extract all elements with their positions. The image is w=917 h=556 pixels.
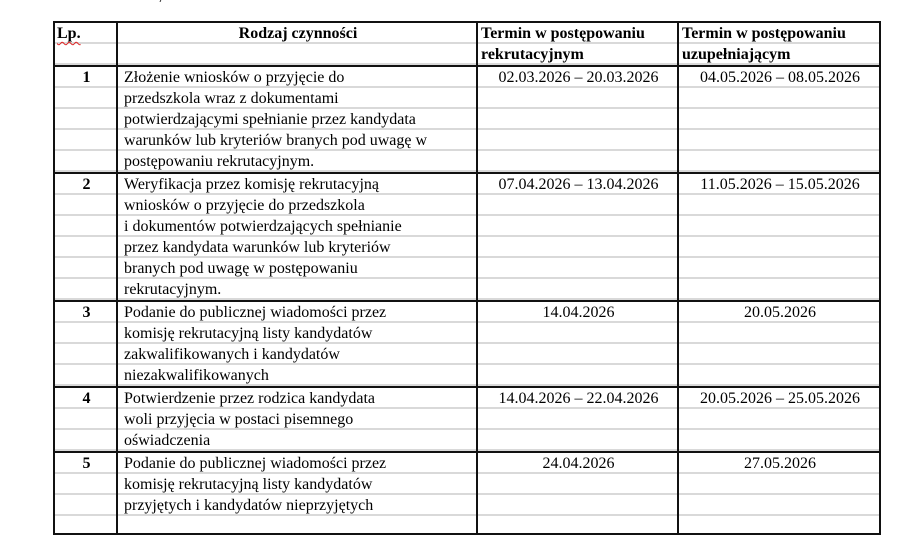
supplementary-date: 20.05.2026 <box>678 301 880 387</box>
activity-line: branych pod uwagę w postępowaniu <box>124 260 358 277</box>
row-number: 1 <box>54 66 117 173</box>
header-activity: Rodzaj czynności <box>117 22 477 66</box>
activity-line: Weryfikacja przez komisję rekrutacyjną <box>124 176 380 193</box>
activity-cell <box>117 173 477 301</box>
activity-cell <box>117 452 477 534</box>
activity-line: rekrutacyjnym. <box>124 281 222 298</box>
recruitment-date: 14.04.2026 – 22.04.2026 <box>477 387 678 452</box>
activity-line: Podanie do publicznej wiadomości przez <box>124 455 387 472</box>
activity-line: komisję rekrutacyjną listy kandydatów <box>124 325 373 342</box>
table-row <box>54 387 880 452</box>
header-supplementary-term <box>678 22 880 66</box>
activity-line: oświadczenia <box>124 432 211 449</box>
recruitment-date: 02.03.2026 – 20.03.2026 <box>477 66 678 173</box>
activity-line: przez kandydata warunków lub kryteriów <box>124 239 391 256</box>
header-lp-label: Lp. <box>57 25 81 42</box>
recruitment-date: 24.04.2026 <box>477 452 678 534</box>
activity-line: zakwalifikowanych i kandydatów <box>124 346 340 363</box>
activity-line: postępowaniu rekrutacyjnym. <box>124 153 315 170</box>
activity-line: przedszkola wraz z dokumentami <box>124 90 339 107</box>
supplementary-date: 20.05.2026 – 25.05.2026 <box>678 387 880 452</box>
activity-line: Złożenie wniosków o przyjęcie do <box>124 69 345 86</box>
header-recruitment-line: Termin w postępowaniu <box>481 25 645 42</box>
activity-cell <box>117 66 477 173</box>
recruitment-date: 07.04.2026 – 13.04.2026 <box>477 173 678 301</box>
table-header-row <box>54 22 880 66</box>
header-supplementary-line: uzupełniającym <box>682 46 791 63</box>
activity-line: Potwierdzenie przez rodzica kandydata <box>124 390 375 407</box>
table-row <box>54 173 880 301</box>
header-lp <box>54 22 117 66</box>
header-supplementary-line: Termin w postępowaniu <box>682 25 846 42</box>
activity-cell <box>117 387 477 452</box>
activity-line: potwierdzającymi spełnianie przez kandydata <box>124 111 416 128</box>
activity-line: i dokumentów potwierdzających spełnianie <box>124 218 402 235</box>
header-recruitment-term <box>477 22 678 66</box>
supplementary-date: 11.05.2026 – 15.05.2026 <box>678 173 880 301</box>
activity-line: komisję rekrutacyjną listy kandydatów <box>124 476 373 493</box>
recruitment-date: 14.04.2026 <box>477 301 678 387</box>
activity-cell <box>117 301 477 387</box>
supplementary-date: 04.05.2026 – 08.05.2026 <box>678 66 880 173</box>
activity-line: niezakwalifikowanych <box>124 367 269 384</box>
supplementary-date: 27.05.2026 <box>678 452 880 534</box>
activity-line: woli przyjęcia w postaci pisemnego <box>124 411 354 428</box>
row-number: 2 <box>54 173 117 301</box>
table-row <box>54 452 880 534</box>
recruitment-schedule-table <box>53 21 881 535</box>
activity-line: wniosków o przyjęcie do przedszkola <box>124 197 365 214</box>
activity-line: Podanie do publicznej wiadomości przez <box>124 304 387 321</box>
table-row <box>54 301 880 387</box>
text-fragment <box>157 0 164 2</box>
row-number: 5 <box>54 452 117 534</box>
row-number: 4 <box>54 387 117 452</box>
activity-line: warunków lub kryteriów branych pod uwagę w <box>124 132 428 149</box>
activity-line: przyjętych i kandydatów nieprzyjętych <box>124 497 374 514</box>
header-recruitment-line: rekrutacyjnym <box>481 46 584 63</box>
row-number: 3 <box>54 301 117 387</box>
table-row <box>54 66 880 173</box>
